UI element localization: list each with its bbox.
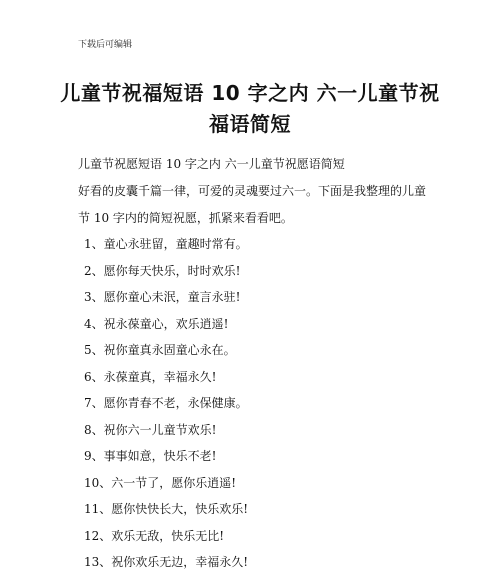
list-item: 7、愿你青春不老，永保健康。 [84,396,248,410]
list-item: 10、六一节了，愿你乐逍遥! [84,475,237,490]
intro-line-2: 节 10 字内的简短祝愿，抓紧来看看吧。 [78,211,293,225]
document-title-line-2: 福语简短 [209,112,291,136]
subtitle: 儿童节祝愿短语 10 字之内 六一儿童节祝愿语简短 [78,157,345,171]
list-item: 8、祝你六一儿童节欢乐! [84,422,217,437]
list-item: 13、祝你欢乐无边，幸福永久! [84,555,249,569]
list-item: 1、童心永驻留，童趣时常有。 [84,237,248,251]
list-item: 12、欢乐无敌，快乐无比! [84,528,225,543]
list-item: 6、永葆童真，幸福永久! [84,369,217,384]
list-item: 4、祝永葆童心，欢乐逍遥! [84,316,229,331]
header-note: 下载后可编辑 [78,40,133,50]
blessing-list [84,231,248,576]
document-title-line-1: 儿童节祝福短语 10 字之内 六一儿童节祝 [60,81,440,105]
list-item: 11、愿你快快长大，快乐欢乐! [84,502,249,516]
list-item: 5、祝你童真永固童心永在。 [84,343,236,357]
list-item: 2、愿你每天快乐，时时欢乐! [84,263,241,278]
intro-line-1: 好看的皮囊千篇一律，可爱的灵魂要过六一。下面是我整理的儿童 [78,184,427,198]
list-item: 9、事事如意，快乐不老! [84,449,217,463]
list-item: 3、愿你童心未泯，童言永驻! [84,290,241,304]
